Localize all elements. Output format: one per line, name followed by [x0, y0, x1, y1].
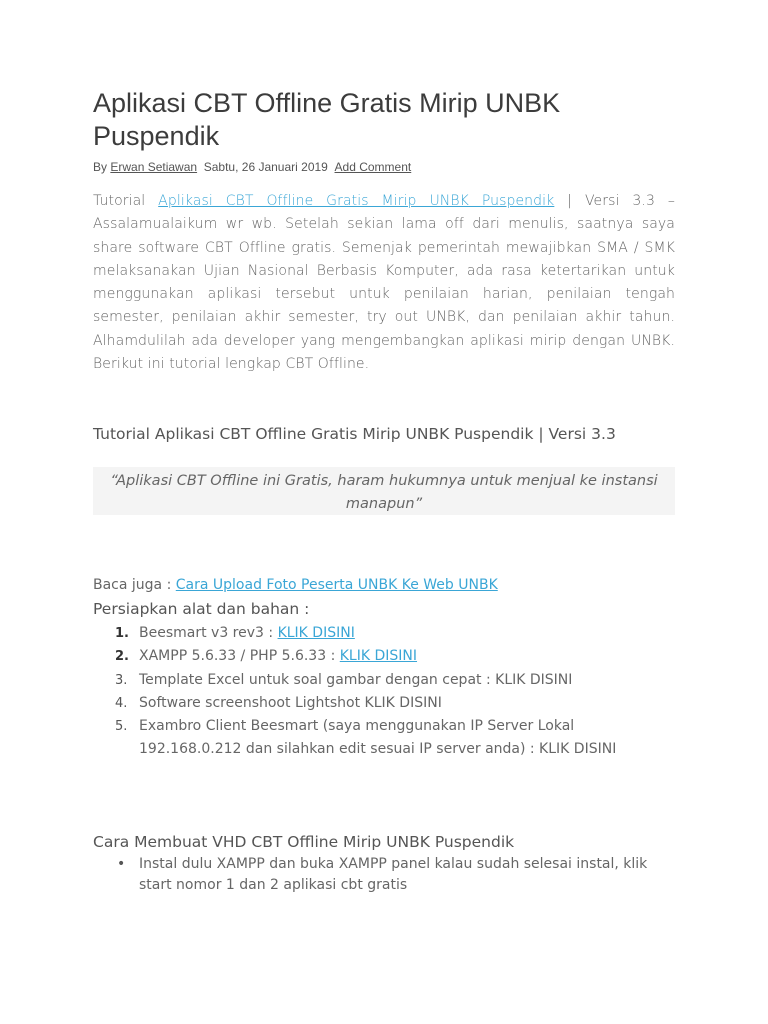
article-title: Aplikasi CBT Offline Gratis Mirip UNBK Puspendik — [93, 88, 561, 151]
byline — [93, 160, 411, 174]
intro-body: | Versi 3.3 – Assalamualaikum wr wb. Setelah sekian lama off dari menulis, saatnya saya share software CBT Offline gratis. Semenjak pemerintah mewajibkan SMA / SMK melaksanakan Ujian Nasional Berbasis Komputer, ada rasa ketertarikan untuk menggunakan aplikasi tersebut untuk penilaian harian, penilaian tengah semester, penilaian akhir semester, try out UNBK, dan penilaian akhir tahun. Alhamdulilah ada developer yang mengembangkan aplikasi mirip dengan UNBK. Berikut ini tutorial lengkap CBT Offline. — [93, 193, 675, 373]
list-number: 4. — [115, 695, 128, 711]
list-number: 3. — [115, 672, 128, 688]
intro-article-link[interactable]: Aplikasi CBT Offline Gratis Mirip UNBK Puspendik — [158, 193, 555, 209]
list-text: Beesmart v3 rev3 : — [139, 625, 278, 641]
tools-list — [93, 622, 675, 762]
list-item — [93, 645, 675, 668]
list-number: 1. — [115, 626, 129, 641]
list-item — [93, 622, 675, 645]
intro-prefix: Tutorial — [93, 193, 159, 209]
list-text: Template Excel untuk soal gambar dengan cepat : KLIK DISINI — [139, 671, 573, 688]
download-link-xampp[interactable]: KLIK DISINI — [339, 648, 418, 665]
byline-by: By — [93, 160, 108, 174]
steps-list — [93, 854, 675, 896]
baca-juga — [93, 577, 498, 593]
list-text: Software screenshoot Lightshot KLIK DISINI — [139, 694, 442, 711]
list-item — [93, 854, 675, 896]
list-number: 2. — [115, 649, 129, 665]
list-item — [93, 715, 675, 762]
list-text: XAMPP 5.6.33 / PHP 5.6.33 : — [139, 648, 340, 665]
post-date: Sabtu, 26 Januari 2019 — [203, 160, 328, 174]
section-title: Tutorial Aplikasi CBT Offline Gratis Mirip UNBK Puspendik | Versi 3.3 — [93, 425, 616, 443]
list-text: Exambro Client Beesmart (saya menggunakan IP Server Lokal 192.168.0.212 dan silahkan edit sesuai IP server anda) : KLIK DISINI — [139, 718, 617, 758]
bullet-dot: • — [117, 856, 126, 872]
list-item — [93, 692, 675, 715]
baca-juga-label: Baca juga : — [93, 577, 176, 593]
list-number: 5. — [115, 719, 128, 735]
intro-paragraph — [93, 190, 675, 376]
author-link[interactable]: Erwan Setiawan — [110, 160, 198, 174]
baca-juga-link[interactable]: Cara Upload Foto Peserta UNBK Ke Web UNBK — [175, 577, 498, 593]
download-link-beesmart[interactable]: KLIK DISINI — [277, 625, 355, 641]
blockquote: “Aplikasi CBT Offline ini Gratis, haram hukumnya untuk menjual ke instansi manapun” — [93, 467, 675, 515]
vhd-heading: Cara Membuat VHD CBT Offline Mirip UNBK Puspendik — [93, 833, 515, 851]
list-item — [93, 669, 675, 692]
list-text: Instal dulu XAMPP dan buka XAMPP panel kalau sudah selesai instal, klik start nomor 1 dan 2 aplikasi cbt gratis — [139, 856, 648, 893]
tools-heading: Persiapkan alat dan bahan : — [93, 600, 310, 618]
add-comment-link[interactable]: Add Comment — [334, 160, 412, 174]
